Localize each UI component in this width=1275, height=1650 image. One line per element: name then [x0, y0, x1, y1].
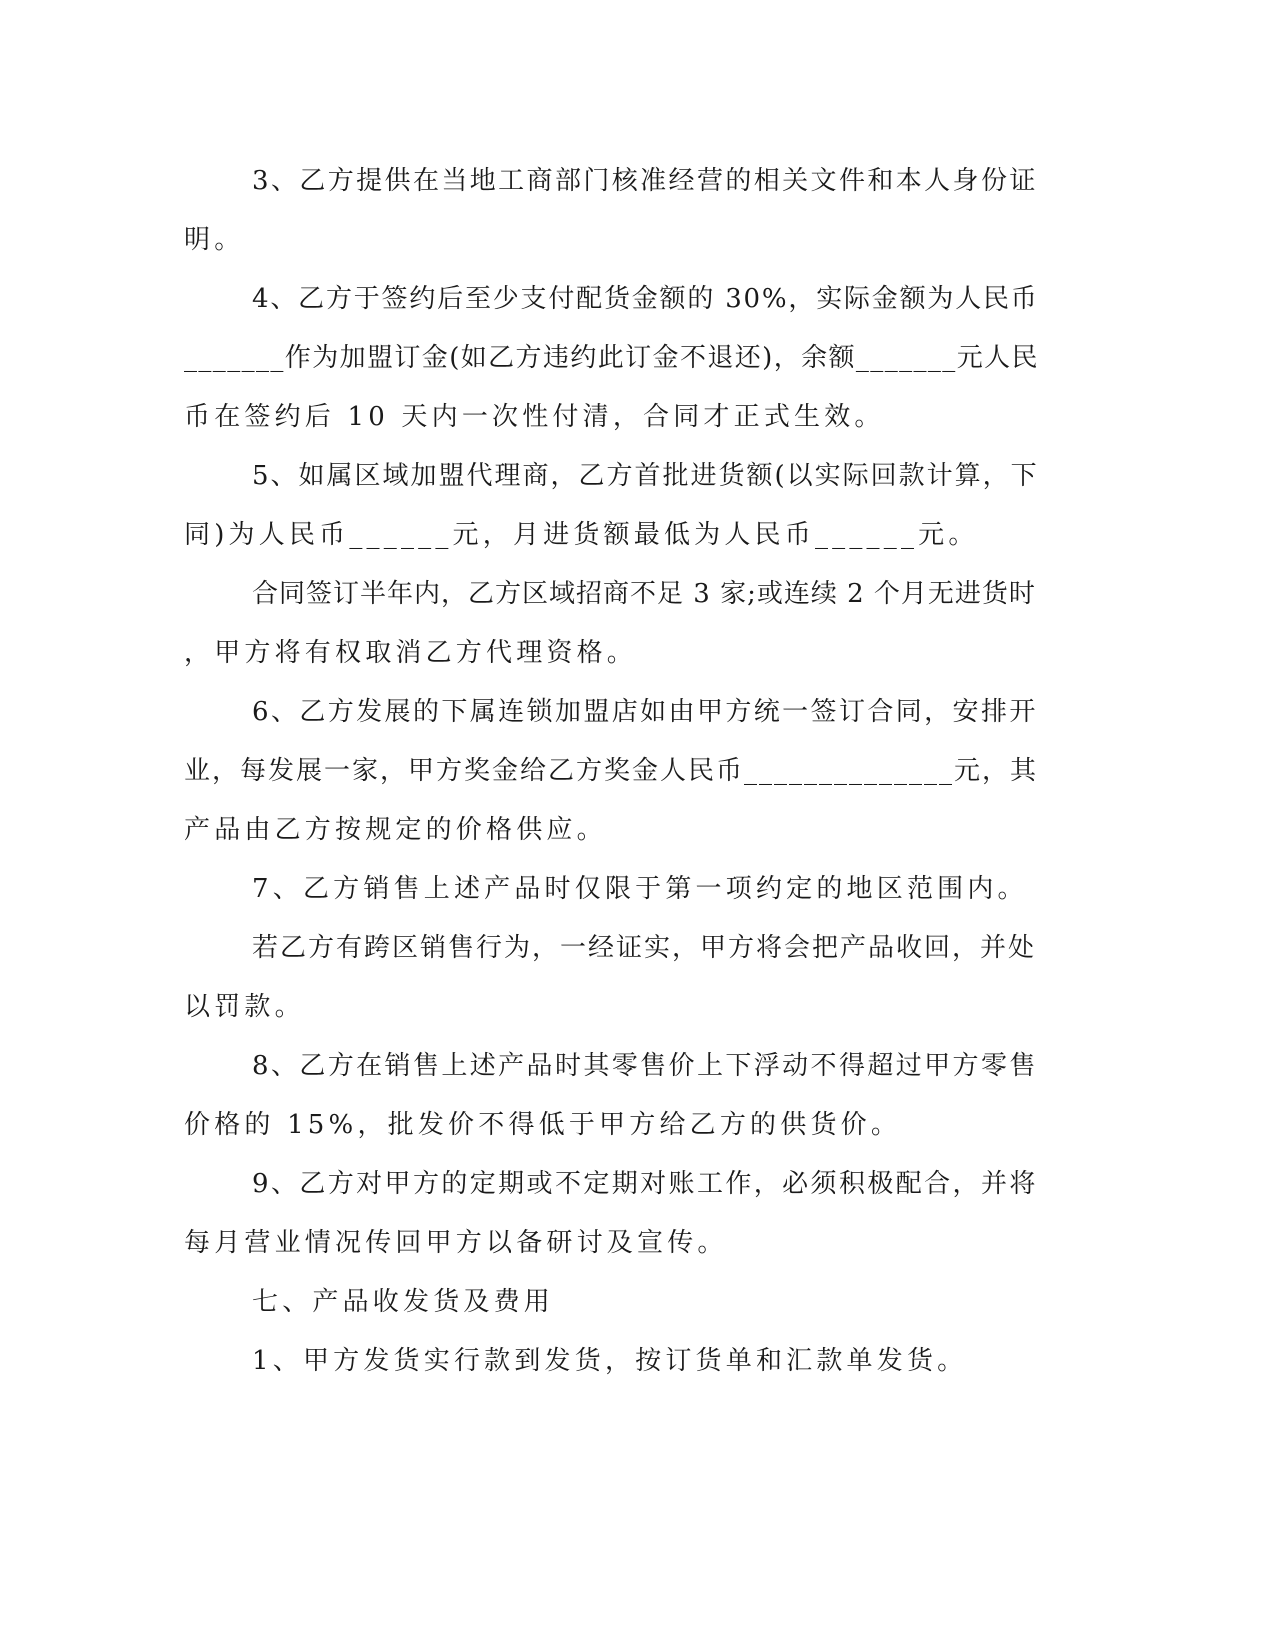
paragraph-line: 若乙方有跨区销售行为，一经证实，甲方将会把产品收回，并处 — [252, 933, 1037, 963]
paragraph-line: 3、乙方提供在当地工商部门核准经营的相关文件和本人身份证 — [252, 166, 1038, 196]
paragraph-line: 9、乙方对甲方的定期或不定期对账工作，必须积极配合，并将 — [252, 1169, 1038, 1199]
paragraph-line: 5、如属区域加盟代理商，乙方首批进货额(以实际回款计算，下 — [252, 461, 1039, 491]
paragraph-line: ，甲方将有权取消乙方代理资格。 — [184, 638, 638, 668]
paragraph-line: 6、乙方发展的下属连锁加盟店如由甲方统一签订合同，安排开 — [252, 697, 1038, 727]
paragraph-line: 明。 — [184, 225, 245, 255]
paragraph-line: 产品由乙方按规定的价格供应。 — [184, 815, 607, 845]
paragraph-line: 1、甲方发货实行款到发货，按订货单和汇款单发货。 — [252, 1346, 968, 1376]
paragraph-line: 每月营业情况传回甲方以备研讨及宣传。 — [184, 1228, 728, 1258]
paragraph-line: 价格的 15%，批发价不得低于甲方给乙方的供货价。 — [184, 1110, 902, 1140]
paragraph-line: 合同签订半年内，乙方区域招商不足 3 家;或连续 2 个月无进货时 — [252, 579, 1036, 609]
section-heading: 七、产品收发货及费用 — [252, 1287, 555, 1317]
paragraph-line: _______作为加盟订金(如乙方违约此订金不退还)，余额_______元人民 — [184, 343, 1039, 373]
paragraph-line: 4、乙方于签约后至少支付配货金额的 30%，实际金额为人民币 — [252, 284, 1039, 314]
paragraph-line: 同)为人民币______元，月进货额最低为人民币______元。 — [184, 520, 979, 550]
paragraph-line: 以罚款。 — [184, 992, 305, 1022]
paragraph-line: 币在签约后 10 天内一次性付清，合同才正式生效。 — [184, 402, 885, 432]
paragraph-line: 8、乙方在销售上述产品时其零售价上下浮动不得超过甲方零售 — [252, 1051, 1038, 1081]
paragraph-line: 业，每发展一家，甲方奖金给乙方奖金人民币______________元，其 — [184, 756, 1039, 786]
paragraph-line: 7、乙方销售上述产品时仅限于第一项约定的地区范围内。 — [252, 874, 1028, 904]
